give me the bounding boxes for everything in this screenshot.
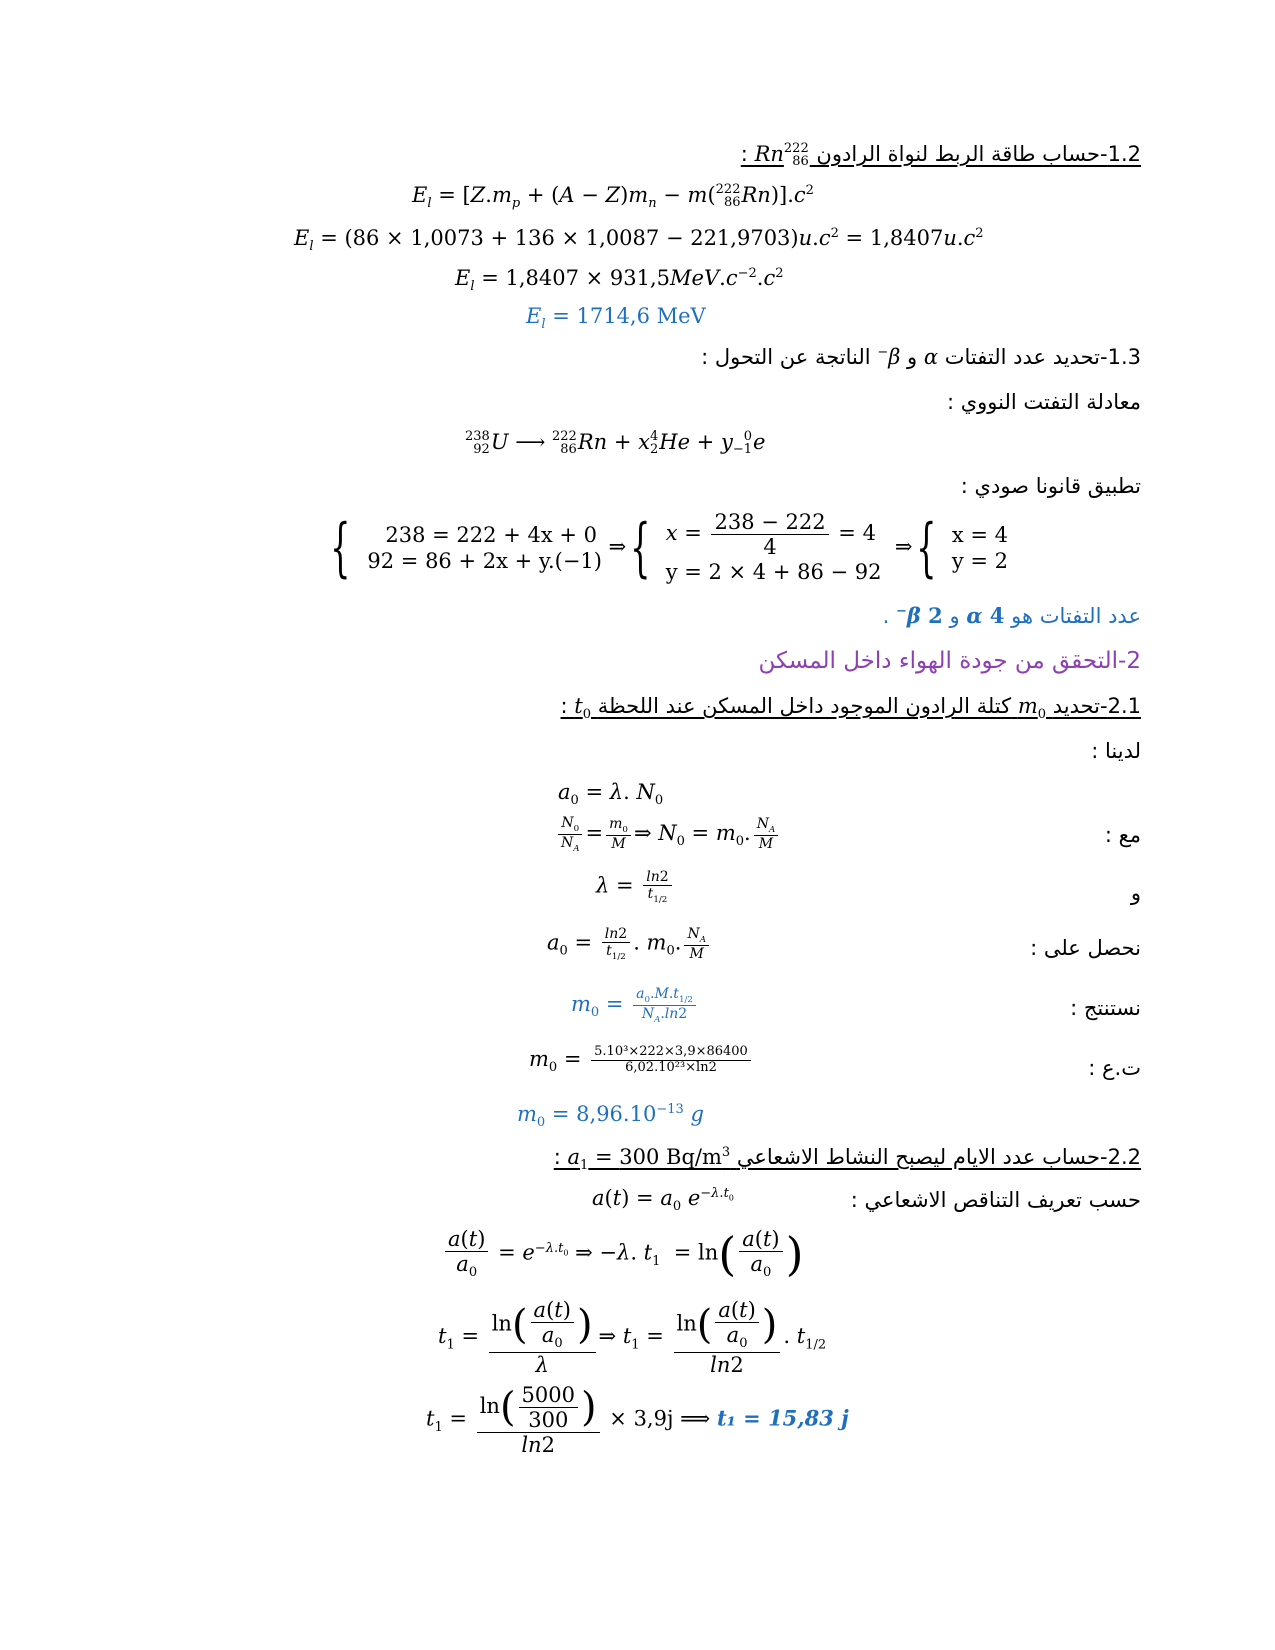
mass-result-mantissa: 8,96.10	[576, 1102, 657, 1126]
soddy-charge-eq: 92 = 86 + 2x + y.(−1)	[367, 548, 602, 573]
time-numeric: $t_1$ = ln( $\frac{5000}{300}$ ) ln2 × 3,9j ⟹ t₁ = 15,83 j	[426, 1383, 849, 1458]
label-and: و	[1130, 881, 1141, 905]
mass-result: $m_0 = 8,96.10^{-13}$ g	[517, 1102, 704, 1131]
decay-count-result: عدد التفتات هو 4 α و 2 β− .	[882, 603, 1141, 628]
label-deduce: نستنتج :	[1070, 996, 1141, 1020]
radon-symbol: 222 86 Rn	[754, 141, 809, 169]
decay-count-and: و	[949, 604, 960, 628]
label-get: نحصل على :	[1030, 936, 1141, 960]
heading-1-3-and: و	[907, 345, 918, 369]
heading-2-1-b: كتلة الرادون الموجود داخل المسكن عند اللحظة	[597, 694, 1012, 718]
heading-1-3: 1.3-تحديد عدد التفتات α و β− الناتجة عن التحول :	[701, 345, 1141, 369]
heading-2-1-a: 2.1-تحديد	[1052, 694, 1141, 718]
activity-formula: $a_0 = \lambda$. $N_0$	[558, 780, 664, 809]
decay-law-log: $\frac{a(t)}{a_0}$ = $e^{-\lambda.t_0}$ ⇒ −λ. $t_1 = \ln$( $\frac{a(t)}{a_0}$ )	[442, 1227, 804, 1281]
heading-2-2-text: 2.2-حساب عدد الايام ليصبح النشاط الاشعاعي	[736, 1145, 1141, 1169]
soddy-y-result: y = 2	[951, 548, 1009, 573]
decay-constant-formula: λ = $\frac{\ln 2}{t_{1/2}}$	[596, 869, 675, 905]
time-activity-initial: 5000	[519, 1383, 578, 1408]
mass-numeric: $m_0$ = $\frac{\text{5.10³×222×3,9×86400}}{\text{6,02.10²³×ln2}}$	[529, 1045, 754, 1076]
heading-2: 2-التحقق من جودة الهواء داخل المسكن	[758, 648, 1141, 674]
binding-energy-sum: (86 × 1,0073 + 136 × 1,0087 − 221,9703)	[344, 226, 799, 250]
label-numeric: ت.ع :	[1088, 1056, 1141, 1080]
decay-equation-label: معادلة التفتت النووي :	[946, 390, 1141, 414]
label-with: مع :	[1104, 823, 1141, 847]
soddy-x-denominator: 4	[763, 535, 777, 560]
mass-result-exponent: −13	[656, 1102, 684, 1117]
beta-count: 2	[928, 603, 943, 628]
mass-numerator: 5.10³×222×3,9×86400	[591, 1045, 751, 1061]
heading-1-3-text: 1.3-تحديد عدد التفتات	[944, 345, 1141, 369]
label-definition: حسب تعريف التناقص الاشعاعي :	[850, 1188, 1141, 1212]
time-result: t₁ = 15,83 j	[716, 1405, 849, 1431]
decay-count-label: عدد التفتات هو	[1011, 604, 1141, 628]
mass-formula: $m_0$ = $\frac{a_0.M.t_{1/2}}{N_A.\ln 2}$	[571, 986, 699, 1025]
soddy-mass-eq: 238 = 222 + 4x + 0	[385, 522, 597, 547]
soddy-x-result: x = 4	[951, 522, 1009, 547]
activity-expanded-formula: $a_0$ = $\frac{\ln 2}{t_{1/2}}$ . $m_0$. $\frac{N_A}{M}$	[547, 926, 712, 962]
heading-2-1: 2.1-تحديد $m_0$ كتلة الرادون الموجود داخل المسكن عند اللحظة $t_0$ :	[560, 694, 1141, 723]
label-have: لدينا :	[1091, 739, 1141, 763]
target-activity: 300 Bq/m	[619, 1145, 722, 1169]
mass-denominator: 6,02.10²³×ln2	[625, 1059, 717, 1075]
binding-energy-mass-defect: 1,8407	[869, 226, 944, 250]
heading-1-3-end: الناتجة عن التحول :	[701, 345, 871, 369]
moles-formula: $\frac{N_0}{N_A}$ = $\frac{m_0}{M}$ ⇒ $N_0 = m_0$. $\frac{N_A}{M}$	[555, 815, 781, 854]
soddy-system: { 238 = 222 + 4x + 0 92 = 86 + 2x + y.(−1) ⇒{ x = $\frac{238 - 222}{4}$ = 4 y = 2 × 4 + 86 − 92 ⇒{ x = 4 y = 2	[330, 510, 1009, 585]
soddy-label: تطبيق قانونا صودي :	[960, 474, 1141, 498]
binding-energy-product: 1,8407 × 931,5	[505, 266, 671, 290]
heading-1-2-text: 1.2-حساب طاقة الربط لنواة الرادون	[816, 142, 1141, 166]
alpha-count: 4	[989, 603, 1005, 628]
mass-result-unit: g	[690, 1102, 704, 1126]
time-formula: $t_1$ = ln( $\frac{a(t)}{a_0}$ ) λ ⇒ $t_1$ = ln( $\frac{a(t)}{a_0}$ ) ln2 . $t_{1/2}$	[438, 1298, 827, 1378]
decay-equation: 238 92 U ⟶ 222 86 Rn + x 4 2 He + y 0 −1 e	[465, 429, 766, 457]
decay-law: $a(t) = a_0$ $e^{-\lambda.t_0}$	[592, 1186, 734, 1215]
time-multiplier: × 3,9j ⟹	[609, 1406, 711, 1431]
heading-1-2: 1.2-حساب طاقة الربط لنواة الرادون 222 86 Rn :	[740, 141, 1141, 169]
binding-energy-result-value: 1714,6 MeV	[576, 304, 706, 328]
binding-energy-result: $E_l = 1714,6$ MeV	[526, 304, 706, 333]
soddy-y-eq: y = 2 × 4 + 86 − 92	[665, 560, 882, 585]
time-activity-final: 300	[528, 1408, 569, 1433]
soddy-x-numerator: 238 − 222	[711, 510, 828, 535]
soddy-x-value: = 4	[838, 521, 876, 546]
binding-energy-numeric: $E_l = (86 \times 1,0073 + 136 \times 1,0087 - 221,9703)u.c^2 = 1,8407u.c^2$	[294, 226, 984, 255]
binding-energy-formula: $E_l = [Z.m_p + (A - Z)m_n - m$( 222 86 $Rn)].c^2$	[412, 182, 814, 212]
heading-2-2: 2.2-حساب عدد الايام ليصبح النشاط الاشعاعي $a_1 = 300$ $Bq/m^3$ :	[553, 1145, 1141, 1174]
binding-energy-conversion: $E_l = 1,8407 \times 931,5MeV.c^{-2}.c^2$	[455, 266, 784, 295]
